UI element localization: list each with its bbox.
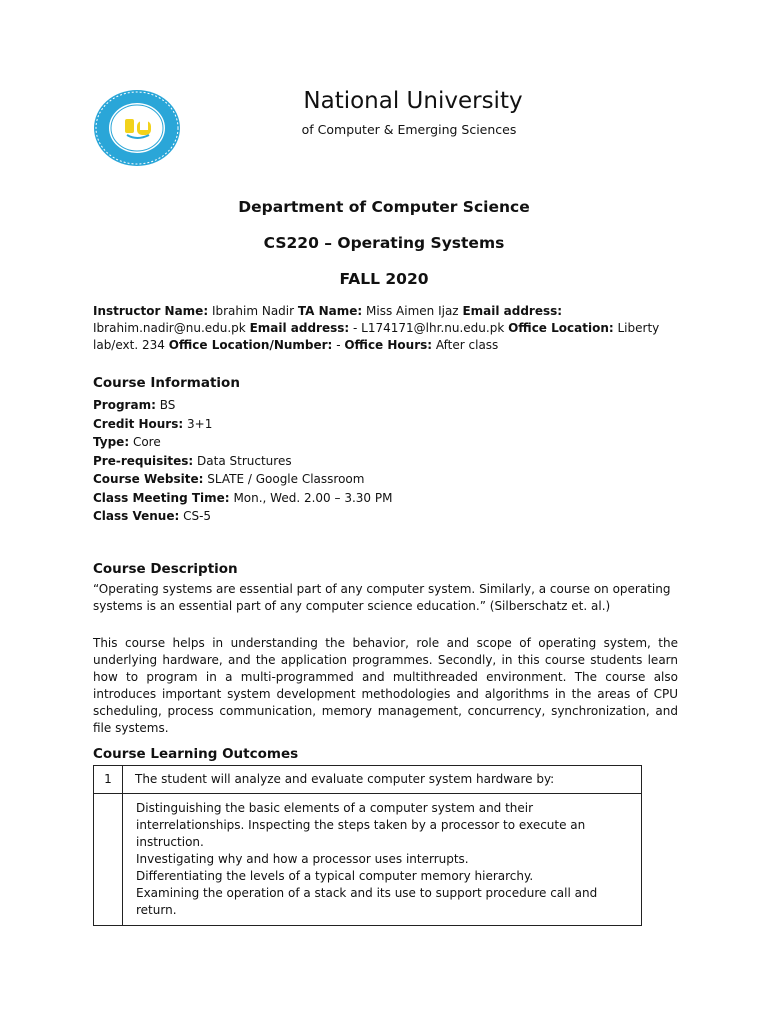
info-label: Type:: [93, 435, 130, 449]
info-venue: [93, 507, 678, 526]
outcome-number: 1: [94, 766, 123, 794]
email-label: Email address:: [249, 321, 350, 335]
info-label: Class Venue:: [93, 509, 180, 523]
info-label: Pre-requisites:: [93, 453, 194, 468]
office-number: -: [336, 338, 341, 352]
outcome-details: [123, 794, 642, 926]
course-info-heading: Course Information: [93, 375, 240, 391]
info-label: Course Website:: [93, 472, 204, 486]
course-description-heading: Course Description: [93, 561, 238, 577]
info-type: [93, 433, 678, 452]
outcome-number-blank: [94, 794, 123, 926]
ta-email: - L174171@lhr.nu.edu.pk: [353, 321, 505, 335]
term-title: FALL 2020: [339, 270, 429, 288]
info-value: 3+1: [187, 416, 213, 431]
ta-name: Miss Aimen Ijaz: [366, 304, 459, 318]
info-label: Program:: [93, 398, 156, 412]
list-item: Distinguishing the basic elements of a computer system and their interrelationships. Inspecting the steps taken by a processor to execute an instruction.: [136, 801, 586, 849]
outcome-text: The student will analyze and evaluate computer system hardware by:: [123, 766, 642, 794]
info-program: [93, 396, 678, 415]
info-value: Core: [132, 435, 161, 449]
learning-outcomes-table: [93, 765, 642, 926]
office-location-label: Office Location:: [508, 321, 614, 335]
office-hours: After class: [435, 338, 499, 352]
info-value: BS: [159, 398, 176, 412]
info-credit-hours: [93, 415, 678, 434]
info-value: Data Structures: [197, 453, 292, 468]
instructor-label: Instructor Name:: [93, 304, 209, 318]
course-title: CS220 – Operating Systems: [263, 234, 505, 252]
university-name: National University: [303, 88, 523, 114]
list-item: Examining the operation of a stack and its use to support procedure call and return.: [136, 886, 598, 917]
learning-outcomes-heading: Course Learning Outcomes: [93, 746, 299, 762]
email-label: Email address:: [462, 304, 563, 318]
office-location: Liberty lab/ext. 234: [93, 321, 660, 352]
table-row: [94, 794, 642, 926]
description-quote: “Operating systems are essential part of any computer system. Similarly, a course on operating systems is an essential part of any computer science education.” (Silberschatz et. al.): [93, 582, 671, 613]
course-info-list: [93, 396, 678, 526]
staff-info: [93, 303, 678, 354]
office-number-label: Office Location/Number:: [168, 338, 333, 352]
list-item: Investigating why and how a processor uses interrupts.: [136, 852, 469, 866]
info-value: SLATE / Google Classroom: [207, 472, 365, 486]
info-label: Class Meeting Time:: [93, 490, 230, 505]
info-prerequisites: [93, 452, 678, 471]
info-value: CS-5: [183, 509, 212, 523]
info-label: Credit Hours:: [93, 416, 184, 431]
list-item: Differentiating the levels of a typical computer memory hierarchy.: [136, 869, 534, 883]
info-website: [93, 470, 678, 489]
table-row: [94, 766, 642, 794]
department-title: Department of Computer Science: [238, 198, 530, 216]
university-subtitle: of Computer & Emerging Sciences: [301, 122, 517, 137]
ta-label: TA Name:: [297, 304, 363, 318]
instructor-email: Ibrahim.nadir@nu.edu.pk: [93, 321, 246, 335]
office-hours-label: Office Hours:: [344, 338, 433, 352]
instructor-name: Ibrahim Nadir: [211, 304, 295, 318]
info-meeting-time: [93, 489, 678, 508]
info-value: Mon., Wed. 2.00 – 3.30 PM: [233, 490, 393, 505]
description-paragraph: This course helps in understanding the behavior, role and scope of operating system, the underlying hardware, and the application programmes. Secondly, in this course students learn how to program in a multi-programmed and multithreaded environment. The course also introduces important system development methodologies and algorithms in the areas of CPU scheduling, process communication, memory management, concurrency, synchronization, and file systems.: [93, 636, 678, 735]
